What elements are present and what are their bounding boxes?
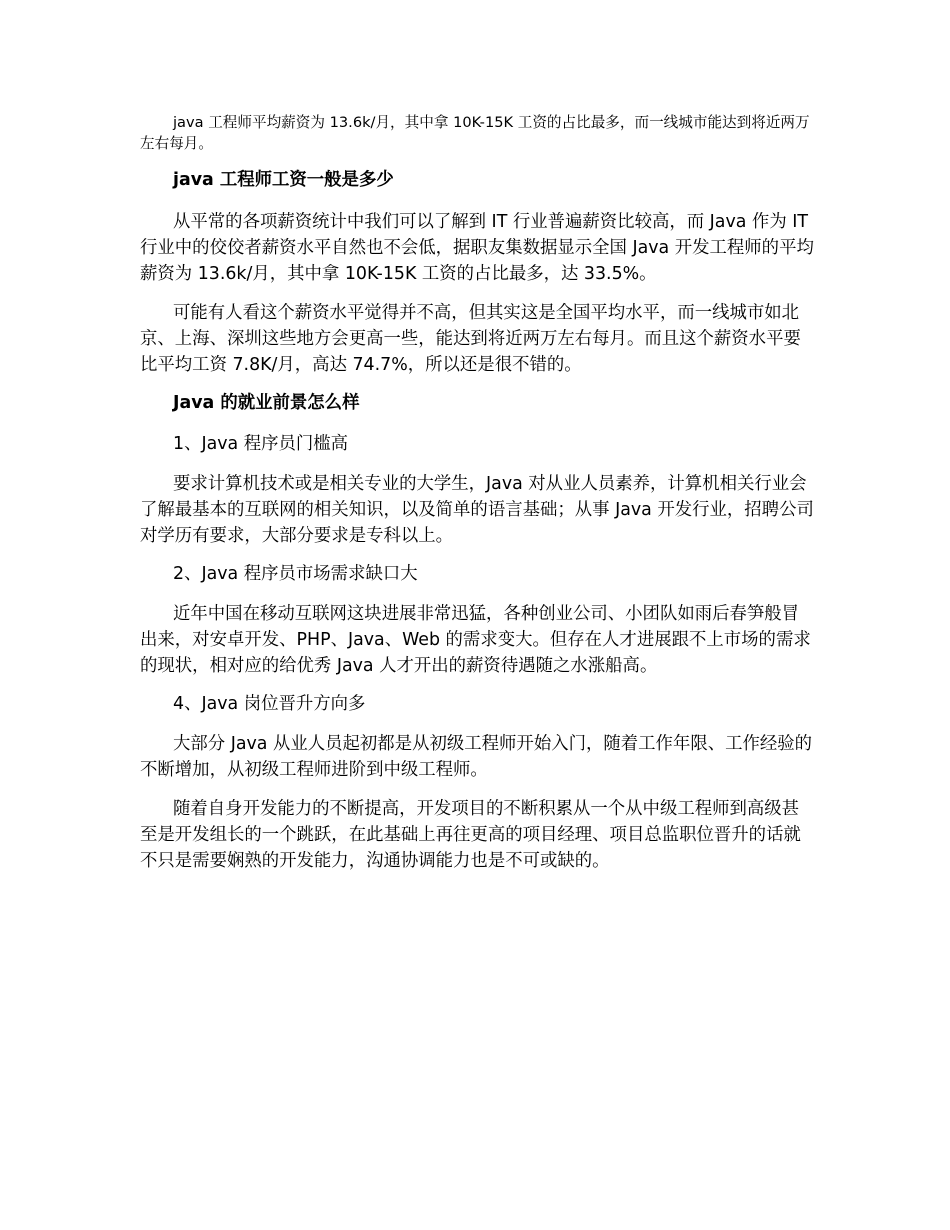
- intro-paragraph: java 工程师平均薪资为 13.6k/月，其中拿 10K-15K 工资的占比最多，而一线城市能达到将近两万左右每月。: [140, 114, 810, 152]
- subheading-promotion: 4、Java 岗位晋升方向多: [173, 694, 366, 714]
- paragraph-salary-comparison: 可能有人看这个薪资水平觉得并不高，但其实这是全国平均水平，而一线城市如北京、上海、深圳这些地方会更高一些，能达到将近两万左右每月。而且这个薪资水平要比平均工资 7.8K/月，高达 74.7%，所以还是很不错的。: [140, 303, 801, 375]
- paragraph-salary-stats: 从平常的各项薪资统计中我们可以了解到 IT 行业普遍薪资比较高，而 Java 作为 IT 行业中的佼佼者薪资水平自然也不会低，据职友集数据显示全国 Java 开发工程师的平均薪资为 13.6k/月，其中拿 10K-15K 工资的占比最多，达 33.5%。: [140, 212, 814, 284]
- paragraph-promotion-entry: 大部分 Java 从业人员起初都是从初级工程师开始入门，随着工作年限、工作经验的不断增加，从初级工程师进阶到中级工程师。: [140, 734, 813, 780]
- subheading-threshold: 1、Java 程序员门槛高: [173, 434, 349, 454]
- heading-salary: java 工程师工资一般是多少: [173, 170, 394, 190]
- heading-prospects: Java 的就业前景怎么样: [173, 393, 360, 413]
- paragraph-threshold: 要求计算机技术或是相关专业的大学生，Java 对从业人员素养，计算机相关行业会了解最基本的互联网的相关知识，以及简单的语言基础；从事 Java 开发行业，招聘公司对学历有要求，大部分要求是专科以上。: [140, 474, 814, 546]
- paragraph-demand: 近年中国在移动互联网这块进展非常迅猛，各种创业公司、小团队如雨后春笋般冒出来，对安卓开发、PHP、Java、Web 的需求变大。但存在人才进展跟不上市场的需求的现状，相对应的给优秀 Java 人才开出的薪资待遇随之水涨船高。: [140, 604, 811, 676]
- subheading-demand: 2、Java 程序员市场需求缺口大: [173, 564, 418, 584]
- document-page: [140, 112, 814, 887]
- paragraph-promotion-advance: 随着自身开发能力的不断提高，开发项目的不断积累从一个从中级工程师到高级甚至是开发组长的一个跳跃，在此基础上再往更高的项目经理、项目总监职位晋升的话就不只是需要娴熟的开发能力，沟通协调能力也是不可或缺的。: [140, 799, 801, 871]
